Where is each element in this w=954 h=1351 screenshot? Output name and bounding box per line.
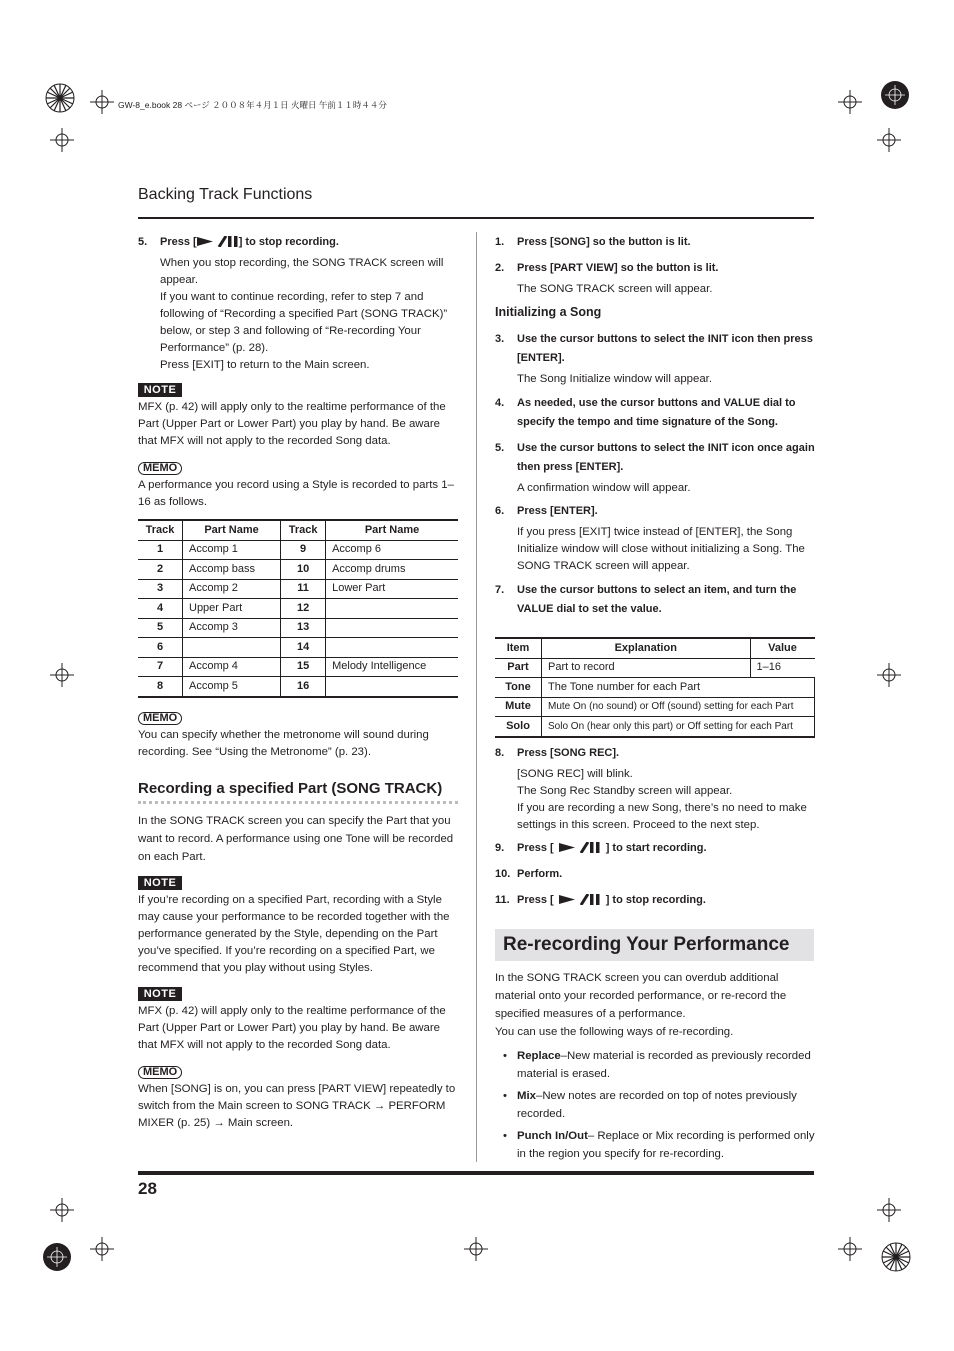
step-1: 1. Press [SONG] so the button is lit. xyxy=(495,236,691,248)
list-item: • Replace–New material is recorded as previously recorded material is erased. xyxy=(495,1047,815,1083)
table-row: Part Part to record 1–16 xyxy=(495,658,815,678)
rerecord-section xyxy=(495,969,815,1163)
table-row: Solo Solo On (hear only this part) or Off setting for each Part xyxy=(495,717,815,737)
section-title: Recording a specified Part (SONG TRACK) xyxy=(138,779,443,797)
step-8-sub-3: If you are recording a new Song, there’s no need to make settings in this screen. Proceed to the next step. xyxy=(517,801,807,831)
table-row: 5 Accomp 3 13 xyxy=(138,618,458,638)
crosshair-mark-bottom-center xyxy=(464,1237,488,1261)
list-item: • Mix–New notes are recorded on top of notes previously recorded. xyxy=(495,1087,815,1123)
step-4: 4. As needed, use the cursor buttons and VALUE dial to specify the tempo and time signature of the Song. xyxy=(495,397,796,428)
track-table-header: Track Part Name Track Part Name xyxy=(138,520,458,540)
column-divider xyxy=(476,232,477,1162)
step-8-sub-1: [SONG REC] will blink. xyxy=(517,767,633,780)
memo-badge: MEMO xyxy=(138,1066,182,1079)
step-6: 6. Press [ENTER]. xyxy=(495,505,598,517)
memo-badge: MEMO xyxy=(138,462,182,475)
step-2: 2. Press [PART VIEW] so the button is lit. xyxy=(495,262,719,274)
table-row: 1 Accomp 1 9 Accomp 6 xyxy=(138,540,458,560)
step-2-sub: The SONG TRACK screen will appear. xyxy=(517,283,713,295)
step-8: 8. Press [SONG REC]. xyxy=(495,746,620,759)
table-row: 6 14 xyxy=(138,638,458,658)
step-5: 5. Use the cursor buttons to select the INIT icon once again then press [ENTER]. xyxy=(495,442,815,473)
step-8-sub-2: The Song Rec Standby screen will appear. xyxy=(517,784,733,797)
registration-mark-top-right xyxy=(875,75,915,115)
step-5: 5. Press [ ] to stop recording. xyxy=(138,234,458,251)
step-7: 7. Use the cursor buttons to select an item, and turn the VALUE dial to set the value. xyxy=(495,584,797,615)
right-column xyxy=(495,234,815,909)
crosshair-mark-bottom-left-b xyxy=(90,1237,114,1261)
step-number: 5. xyxy=(138,236,148,248)
footer-rule xyxy=(138,1171,814,1175)
memo-badge: MEMO xyxy=(138,712,182,725)
crosshair-mark-top-right-a xyxy=(838,90,862,114)
table-row: Mute Mute On (no sound) or Off (sound) setting for each Part xyxy=(495,697,815,717)
step-5-sub: A confirmation window will appear. xyxy=(517,482,691,494)
section-text: In the SONG TRACK screen you can specify the Part that you want to record. A performance using one Tone will be recorded on each Part. xyxy=(138,814,454,863)
step-5-text-3: Press [EXIT] to return to the Main screen. xyxy=(160,359,370,371)
memo-2-text: You can specify whether the metronome will sound during recording. See “Using the Metronome” (p. 23). xyxy=(138,728,429,758)
step-9: 9. Press [ ] to start recording. xyxy=(495,841,707,854)
left-column xyxy=(138,234,458,1132)
note-3-text: MFX (p. 42) will apply only to the realtime performance of the Part (Upper Part or Lower Part) you play by hand. Be aware that MFX will not apply to the recorded Song data. xyxy=(138,1004,446,1051)
page-number: 28 xyxy=(138,1179,157,1198)
play-pause-icon xyxy=(556,842,604,853)
memo-1-text: A performance you record using a Style is recorded to parts 1–16 as follows. xyxy=(138,479,454,508)
registration-mark-bottom-left xyxy=(37,1237,77,1277)
registration-mark-bottom-right xyxy=(876,1237,916,1277)
registration-mark-top-left xyxy=(40,78,80,118)
track-table xyxy=(138,519,458,698)
rerecord-text-2: You can use the following ways of re-recording. xyxy=(495,1026,734,1038)
note-badge: NOTE xyxy=(138,383,182,397)
crosshair-mark-mid-left xyxy=(50,663,74,687)
table-row: 8 Accomp 5 16 xyxy=(138,677,458,697)
step-11: 11. Press [ ] to stop recording. xyxy=(495,893,706,906)
init-heading: Initializing a Song xyxy=(495,305,602,319)
note-badge: NOTE xyxy=(138,876,182,890)
header-title: Backing Track Functions xyxy=(138,186,313,203)
play-pause-icon xyxy=(556,894,604,905)
item-table xyxy=(495,637,815,738)
table-row: 4 Upper Part 12 xyxy=(138,599,458,619)
rerecord-text-1: In the SONG TRACK screen you can overdub additional material onto your recorded performance, or re-record the specified measures of a performance. xyxy=(495,972,787,1020)
note-2-text: If you’re recording on a specified Part, recording with a Style may cause your performance to be recorded together with the performance generated by the Style, depending on the Part you’ve specified. If you’re recording on a specified Part, we recommend that you play without using Styles. xyxy=(138,893,450,974)
step-3: 3. Use the cursor buttons to select the INIT icon then press [ENTER]. xyxy=(495,333,813,364)
crosshair-mark-top-left-a xyxy=(90,90,114,114)
step-5-text-1: When you stop recording, the SONG TRACK screen will appear. xyxy=(160,257,444,286)
step-10: 10. Perform. xyxy=(495,867,563,880)
step-6-sub: If you press [EXIT] twice instead of [ENTER], the Song Initialize window will close without initializing a Song. The SONG TRACK screen will appear. xyxy=(517,526,805,572)
step-5-text-2: If you want to continue recording, refer to step 7 and following of “Recording a specified Part (SONG TRACK)” below, or step 3 and following of “Re-recording Your Performance” (p. 28). xyxy=(160,291,448,354)
crosshair-mark-bottom-right-a xyxy=(838,1237,862,1261)
step-3-sub: The Song Initialize window will appear. xyxy=(517,373,713,385)
note-badge: NOTE xyxy=(138,987,182,1001)
crosshair-mark-mid-right xyxy=(877,663,901,687)
crosshair-mark-top-left-b xyxy=(50,128,74,152)
note-1-text: MFX (p. 42) will apply only to the realtime performance of the Part (Upper Part or Lower Part) you play by hand. Be aware that MFX will not apply to the recorded Song data. xyxy=(138,401,446,447)
header-rule xyxy=(138,217,814,219)
section-dots xyxy=(138,801,458,804)
play-pause-icon xyxy=(197,236,239,247)
crosshair-mark-top-right-b xyxy=(877,128,901,152)
book-info: GW-8_e.book 28 ページ ２００８年４月１日 火曜日 午前１１時４４分 xyxy=(118,100,387,110)
memo-3-text: When [SONG] is on, you can press [PART VIEW] repeatedly to switch from the Main screen to SONG TRACK → PERFORM MIXER (p. 25) → Main screen. xyxy=(138,1082,456,1129)
list-item: • Punch In/Out– Replace or Mix recording is performed only in the region you specify for re-recording. xyxy=(495,1127,815,1163)
table-row: 2 Accomp bass 10 Accomp drums xyxy=(138,560,458,580)
table-row: 3 Accomp 2 11 Lower Part xyxy=(138,579,458,599)
table-row: Tone The Tone number for each Part xyxy=(495,678,815,698)
crosshair-mark-bottom-right-b xyxy=(877,1198,901,1222)
section-banner: Re-recording Your Performance xyxy=(495,929,814,961)
item-table-header: Item Explanation Value xyxy=(495,638,815,658)
crosshair-mark-bottom-left-a xyxy=(50,1198,74,1222)
table-row: 7 Accomp 4 15 Melody Intelligence xyxy=(138,657,458,677)
